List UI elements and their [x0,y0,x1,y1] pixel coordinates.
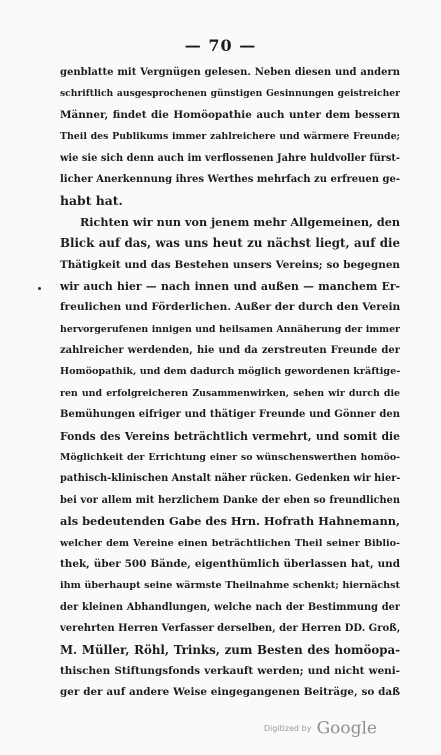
text-line: Fonds des Vereins beträchtlich vermehrt, und somit die [60,429,400,443]
text-line: thischen Stiftungsfonds verkauft werden; und nicht weni- [60,664,400,677]
text-line: Theil des Publikums immer zahlreichere und wärmere Freunde; [60,131,400,143]
text-line: als bedeutenden Gabe des Hrn. Hofrath Hahnemann, [60,514,400,529]
text-line: der kleinen Abhandlungen, welche nach der Bestimmung der [60,601,400,613]
text-line: Homöopathik, und dem dadurch möglich gewordenen kräftige- [60,366,400,378]
ink-spot [38,287,41,290]
text-line: hervorgerufenen innigen und heilsamen Annäherung der immer [60,323,400,335]
digitized-watermark [264,718,377,739]
text-line: welcher dem Vereine einen beträchtlichen Theil seiner Biblio- [60,537,400,549]
paragraph-start-line: Richten wir nun von jenem mehr Allgemeinen, den [80,214,400,229]
text-line: licher Anerkennung ihres Werthes mehrfach zu erfreuen ge- [60,173,400,185]
text-line: wie sie sich denn auch im verflossenen Jahre huldvoller fürst- [60,152,400,164]
text-line: freulichen und Förderlichen. Außer der durch den Verein [60,301,400,314]
text-line: ren und erfolgreicheren Zusammenwirken, sehen wir durch die [60,387,400,399]
text-line: zahlreicher werdenden, hie und da zerstreuten Freunde der [60,345,400,357]
text-line: Männer, findet die Homöopathie auch unter dem bessern [60,108,400,121]
watermark-prefix: Digitized by [263,724,312,733]
text-line: bei vor allem mit herzlichem Danke der eben so freundlichen [60,494,400,506]
text-line: thek, über 500 Bände, eigenthümlich überlassen hat, und [60,557,400,570]
text-line: ger der auf andere Weise eingegangenen Beiträge, so daß [60,686,400,699]
text-line: ihm überhaupt seine wärmste Theilnahme schenkt; hiernächst [60,580,400,592]
watermark-brand: Google [316,718,377,739]
text-line: verehrten Herren Verfasser derselben, der Herren DD. Groß, [60,623,400,635]
body-text [60,62,400,704]
text-line: Bemühungen eifriger und thätiger Freunde und Gönner den [60,409,400,421]
text-line: Blick auf das, was uns heut zu nächst liegt, auf die [60,236,400,251]
text-line: Thätigkeit und das Bestehen unsers Vereins; so begegnen [60,258,400,271]
page-number: — 70 — [184,36,257,55]
text-line: schriftlich ausgesprochenen günstigen Gesinnungen geistreicher [60,88,400,100]
text-line: genblatte mit Vergnügen gelesen. Neben diesen und andern [60,67,400,78]
text-line: M. Müller, Röhl, Trinks, zum Besten des homöopa- [60,642,400,657]
text-line: pathisch-klinischen Anstalt näher rücken. Gedenken wir hier- [60,473,400,485]
text-line: wir auch hier — nach innen und außen — manchem Er- [60,279,400,293]
text-line: habt hat. [60,193,123,209]
text-line: Möglichkeit der Errichtung einer so wünschenswerthen homöo- [60,452,400,464]
